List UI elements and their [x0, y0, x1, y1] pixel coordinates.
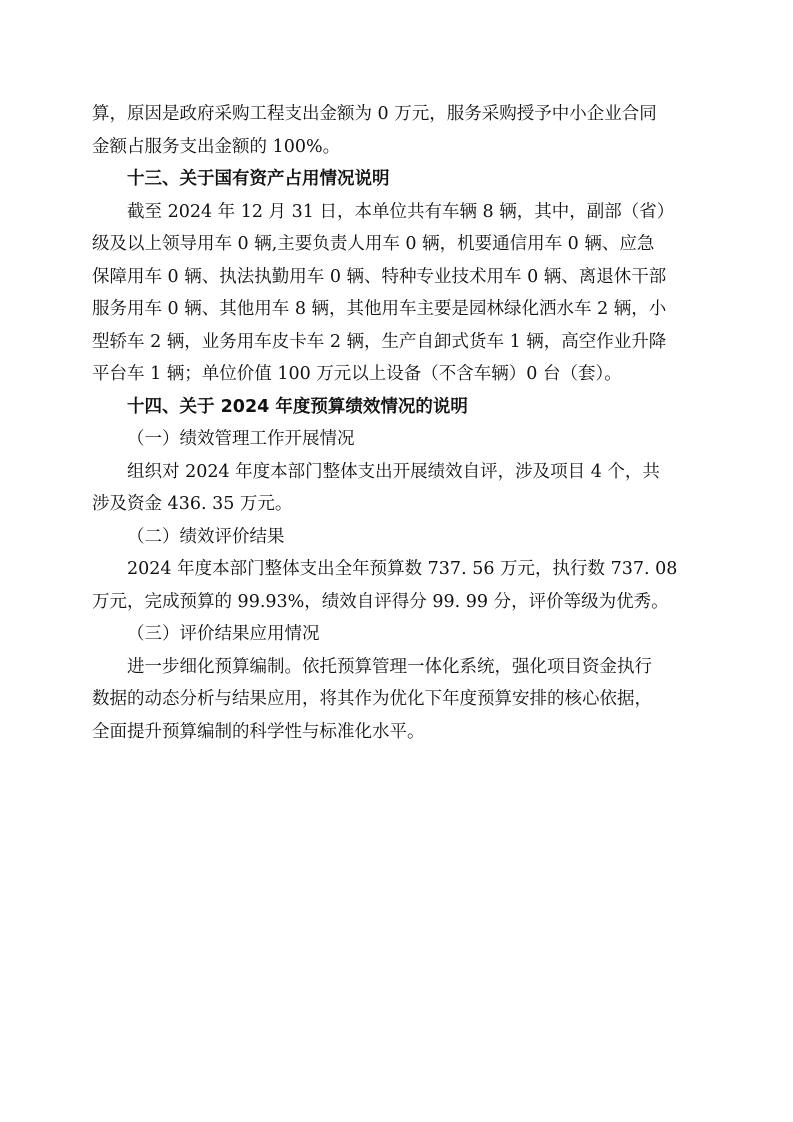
subsection-heading-3: （三）评价结果应用情况 — [127, 624, 320, 644]
subsection-heading-1: （一）绩效管理工作开展情况 — [127, 429, 355, 449]
text-line: 服务用车 0 辆、其他用车 8 辆，其他用车主要是园林绿化洒水车 2 辆，小 — [92, 299, 667, 319]
paragraph-procurement-continued — [92, 98, 703, 163]
subsection-heading-2: （二）绩效评价结果 — [127, 526, 285, 547]
paragraph-results — [92, 553, 703, 618]
paragraph-vehicles — [92, 196, 703, 391]
text-line: 数据的动态分析与结果应用，将其作为优化下年度预算安排的核心依据， — [92, 689, 652, 709]
text-line: 万元，完成预算的 99.93%，绩效自评得分 99. 99 分，评价等级为优秀。 — [92, 591, 669, 612]
section-heading-13: 十三、关于国有资产占用情况说明 — [127, 169, 390, 189]
text-line: 金额占服务支出金额的 100%。 — [92, 136, 341, 157]
paragraph-self-evaluation — [92, 456, 703, 521]
text-line: 涉及资金 436. 35 万元。 — [92, 494, 293, 514]
text-line: 平台车 1 辆；单位价值 100 万元以上设备（不含车辆）0 台（套）。 — [92, 364, 622, 384]
paragraph-application — [92, 651, 703, 749]
text-line: 2024 年度本部门整体支出全年预算数 737. 56 万元，执行数 737. 08 — [127, 559, 678, 579]
document-body — [92, 98, 703, 748]
text-line: 全面提升预算编制的科学性与标准化水平。 — [92, 721, 425, 742]
text-line: 截至 2024 年 12 月 31 日，本单位共有车辆 8 辆，其中，副部（省） — [127, 201, 675, 222]
text-line: 型轿车 2 辆，业务用车皮卡车 2 辆，生产自卸式货车 1 辆，高空作业升降 — [92, 331, 667, 352]
text-line: 进一步细化预算编制。依托预算管理一体化系统，强化项目资金执行 — [127, 656, 652, 677]
section-heading-14: 十四、关于 2024 年度预算绩效情况的说明 — [127, 396, 468, 417]
text-line: 级及以上领导用车 0 辆,主要负责人用车 0 辆，机要通信用车 0 辆、应急 — [92, 234, 655, 254]
text-line: 保障用车 0 辆、执法执勤用车 0 辆、特种专业技术用车 0 辆、离退休干部 — [92, 266, 667, 287]
text-line: 算，原因是政府采购工程支出金额为 0 万元，服务采购授予中小企业合同 — [92, 104, 657, 124]
text-line: 组织对 2024 年度本部门整体支出开展绩效自评，涉及项目 4 个，共 — [127, 461, 660, 482]
